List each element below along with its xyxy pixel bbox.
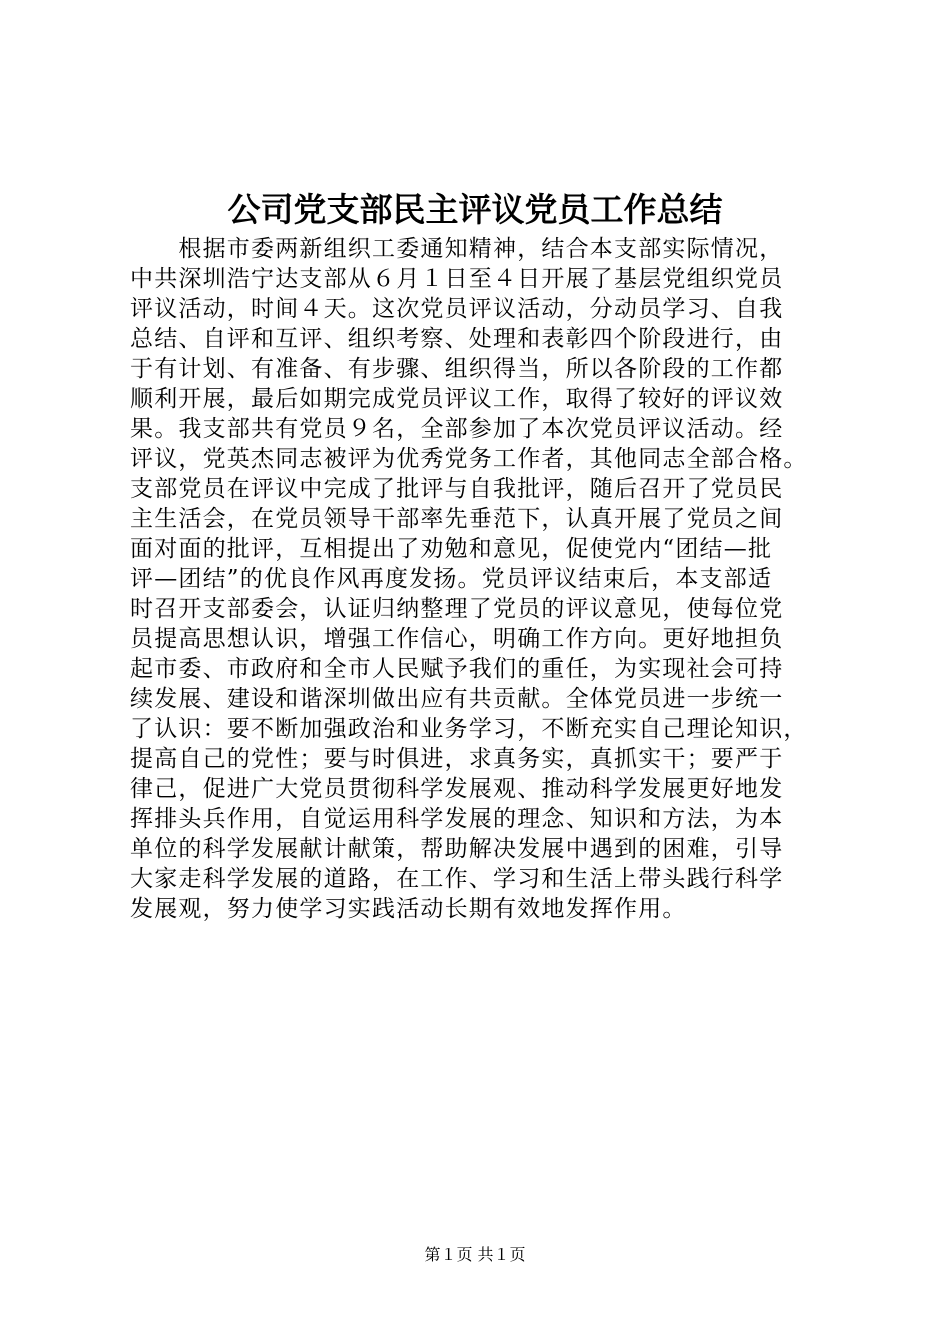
body-line: 中共深圳浩宁达支部从６月１日至４日开展了基层党组织党员 [130, 266, 784, 292]
body-line: 面对面的批评，互相提出了劝勉和意见，促使党内“团结—批 [130, 536, 773, 562]
body-line: 支部党员在评议中完成了批评与自我批评，随后召开了党员民 [130, 476, 784, 502]
body-line: 起市委、市政府和全市人民赋予我们的重任，为实现社会可持 [130, 656, 784, 682]
body-line: 员提高思想认识，增强工作信心，明确工作方向。更好地担负 [130, 626, 784, 652]
body-line: 评议，党英杰同志被评为优秀党务工作者，其他同志全部合格。 [130, 446, 808, 472]
body-line: 续发展、建设和谐深圳做出应有共贡献。全体党员进一步统一 [130, 686, 784, 712]
body-line: 顺利开展，最后如期完成党员评议工作，取得了较好的评议效 [130, 386, 784, 412]
body-line: 果。我支部共有党员９名，全部参加了本次党员评议活动。经 [130, 416, 784, 442]
body-line: 于有计划、有准备、有步骤、组织得当，所以各阶段的工作都 [130, 356, 784, 382]
body-line: 挥排头兵作用，自觉运用科学发展的理念、知识和方法，为本 [130, 806, 784, 832]
body-line: 大家走科学发展的道路，在工作、学习和生活上带头践行科学 [130, 866, 784, 892]
page-number-footer: 第１页 共１页 [424, 1245, 526, 1264]
body-line: 时召开支部委会，认证归纳整理了党员的评议意见，使每位党 [130, 596, 784, 622]
document-title: 公司党支部民主评议党员工作总结 [227, 190, 723, 229]
body-line: 主生活会，在党员领导干部率先垂范下，认真开展了党员之间 [130, 506, 784, 532]
body-line: 评—团结”的优良作风再度发扬。党员评议结束后，本支部适 [130, 566, 773, 592]
body-line: 提高自己的党性；要与时俱进，求真务实，真抓实干；要严于 [130, 746, 784, 772]
body-line: 总结、自评和互评、组织考察、处理和表彰四个阶段进行，由 [130, 326, 784, 352]
body-line: 根据市委两新组织工委通知精神，结合本支部实际情况， [130, 236, 784, 262]
document-body [130, 234, 850, 924]
body-line: 发展观，努力使学习实践活动长期有效地发挥作用。 [130, 896, 687, 922]
body-line: 单位的科学发展献计献策，帮助解决发展中遇到的困难，引导 [130, 836, 784, 862]
body-line: 了认识：要不断加强政治和业务学习，不断充实自己理论知识， [130, 716, 808, 742]
body-line: 律己，促进广大党员贯彻科学发展观、推动科学发展更好地发 [130, 776, 784, 802]
body-line: 评议活动，时间４天。这次党员评议活动，分动员学习、自我 [130, 296, 784, 322]
